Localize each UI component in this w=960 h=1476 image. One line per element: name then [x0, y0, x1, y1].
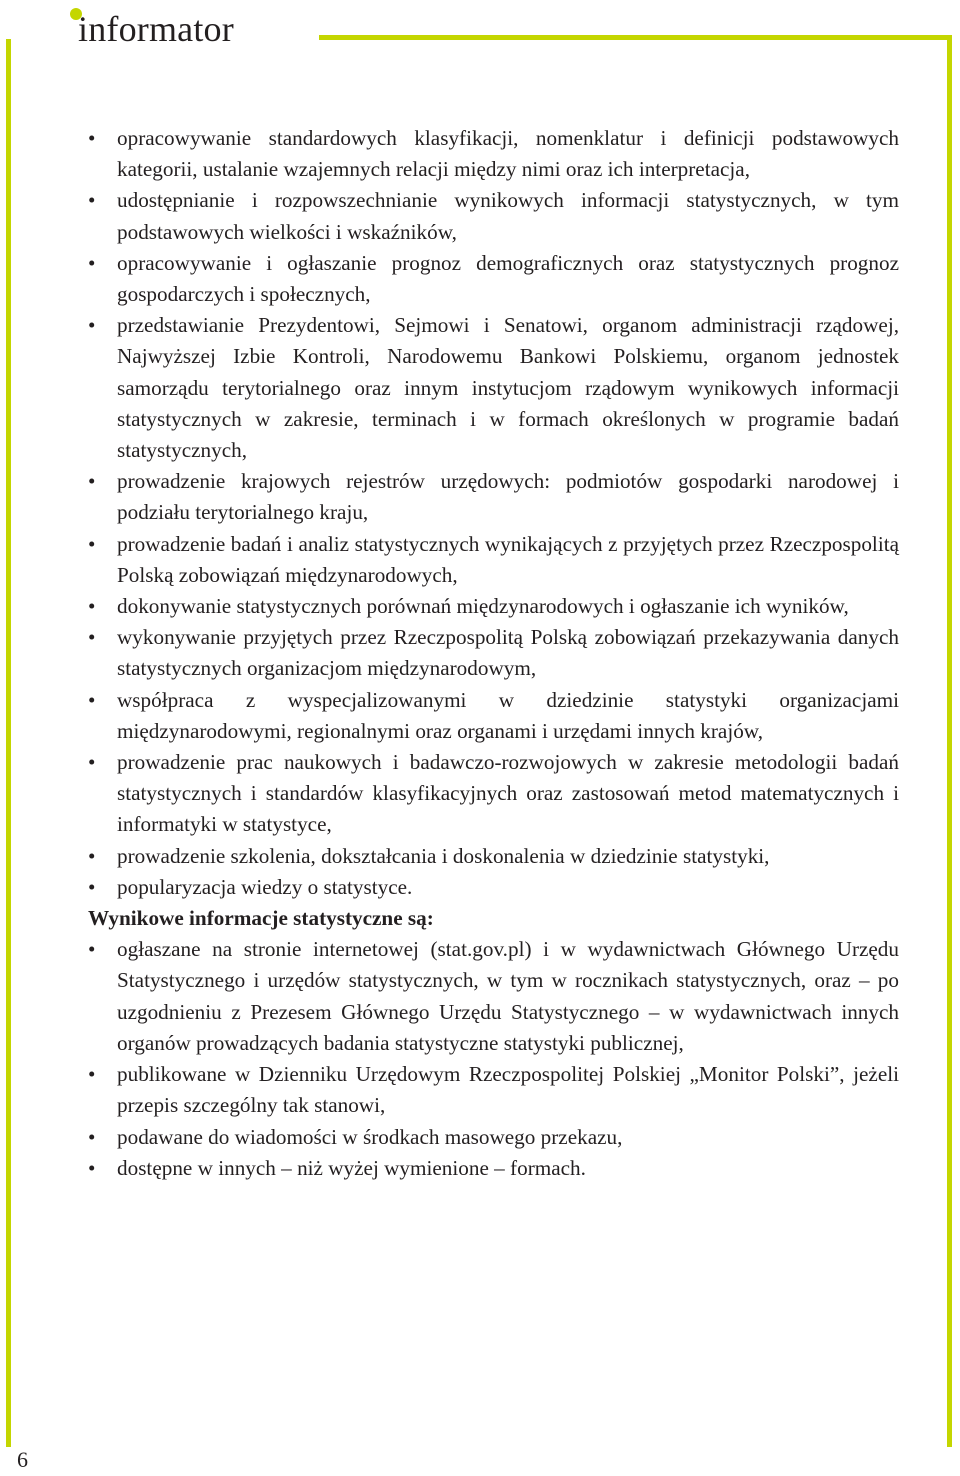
list-item: [88, 622, 899, 684]
list-item: [88, 934, 899, 1059]
list-item: [88, 310, 899, 466]
bullet-marker: •: [88, 313, 96, 338]
list-item-text: opracowywanie standardowych klasyfikacji, nomenklatur i definicji podstawowych kategorii, ustalanie wzajemnych relacji między nimi oraz ich interpretacja,: [117, 126, 899, 182]
page-number: 6: [17, 1447, 28, 1472]
list-item-text: ogłaszane na stronie internetowej (stat.gov.pl) i w wydawnictwach Głównego Urzędu Statystycznego i urzędów statystycznych, w tym w rocznikach statystycznych, oraz – po uzgodnieniu z Prezesem Głównego Urzędu Statystycznego – w wydawnictwach innych organów prowadzących badania statystyczne statystyki publicznej,: [117, 937, 899, 1055]
list-item: [88, 685, 899, 747]
list-item: [88, 591, 899, 622]
list-item-text: udostępnianie i rozpowszechnianie wynikowych informacji statystycznych, w tym podstawowych wielkości i wskaźników,: [117, 188, 899, 244]
list-item-text: współpraca z wyspecjalizowanymi w dziedzinie statystyki organizacjami międzynarodowymi, regionalnymi oraz organami i urzędami innych krajów,: [117, 687, 899, 743]
list-item-text: wykonywanie przyjętych przez Rzeczpospolitą Polską zobowiązań przekazywania danych statystycznych organizacjom międzynarodowym,: [117, 625, 899, 681]
bullet-marker: •: [88, 188, 96, 213]
bullet-marker: •: [88, 937, 96, 962]
list-item-text: prowadzenie krajowych rejestrów urzędowych: podmiotów gospodarki narodowej i podziału terytorialnego kraju,: [117, 469, 899, 525]
list-item-text: popularyzacja wiedzy o statystyce.: [117, 874, 413, 899]
frame-top-rule: [319, 35, 952, 40]
bullet-marker: •: [88, 531, 96, 556]
list-item: [88, 747, 899, 841]
list-item-text: przedstawianie Prezydentowi, Sejmowi i Senatowi, organom administracji rządowej, Najwyższej Izbie Kontroli, Narodowemu Bankowi Polskiemu, organom jednostek samorządu terytorialnego oraz innym instytucjom rządowym wynikowych informacji statystycznych w zakresie, terminach i w formach określonych w programie badań statystycznych,: [117, 313, 899, 463]
list-item: [88, 872, 899, 903]
list-item-text: dostępne w innych – niż wyżej wymienione – formach.: [117, 1155, 586, 1180]
bullet-marker: •: [88, 843, 96, 868]
bullet-marker: •: [88, 126, 96, 150]
page-header-title: informator: [78, 9, 234, 49]
section-heading: Wynikowe informacje statystyczne są:: [88, 906, 434, 931]
frame-left-rule: [6, 39, 11, 1447]
list-item: [88, 185, 899, 247]
list-item-text: opracowywanie i ogłaszanie prognoz demograficznych oraz statystycznych prognoz gospodarczych i społecznych,: [117, 250, 899, 307]
bullet-marker: •: [88, 1062, 96, 1087]
list-item: [88, 466, 899, 528]
bullet-marker: •: [88, 1155, 96, 1180]
main-content: [88, 123, 899, 1184]
list-item-text: dokonywanie statystycznych porównań międzynarodowych i ogłaszanie ich wyników,: [117, 594, 849, 619]
list-item-text: prowadzenie prac naukowych i badawczo-rozwojowych w zakresie metodologii badań statystycznych i standardów klasyfikacyjnych oraz zastosowań metod matematycznych i informatyki w statystyce,: [117, 750, 899, 837]
list-item-text: podawane do wiadomości w środkach masowego przekazu,: [117, 1124, 623, 1149]
list-item: [88, 123, 899, 185]
list-item: [88, 1153, 899, 1184]
bullet-marker: •: [88, 874, 96, 899]
frame-right-rule: [947, 35, 952, 1447]
list-item: [88, 1122, 899, 1153]
list-item: [88, 529, 899, 591]
list-item-text: publikowane w Dzienniku Urzędowym Rzeczpospolitej Polskiej „Monitor Polski”, jeżeli przepis szczególny tak stanowi,: [117, 1062, 899, 1118]
list-item-text: prowadzenie badań i analiz statystycznych wynikających z przyjętych przez Rzeczpospolitą Polską zobowiązań międzynarodowych,: [117, 531, 899, 587]
bullet-marker: •: [88, 750, 96, 775]
publication-bullet-list: [88, 934, 899, 1184]
list-item: [88, 1059, 899, 1121]
bullet-marker: •: [88, 1124, 96, 1149]
bullet-marker: •: [88, 250, 96, 275]
bullet-marker: •: [88, 625, 96, 650]
task-bullet-list: [88, 123, 899, 903]
list-item: [88, 248, 899, 310]
bullet-marker: •: [88, 469, 96, 494]
list-item-text: prowadzenie szkolenia, dokształcania i doskonalenia w dziedzinie statystyki,: [117, 843, 770, 868]
bullet-marker: •: [88, 594, 96, 619]
list-item: [88, 841, 899, 872]
bullet-marker: •: [88, 687, 96, 712]
